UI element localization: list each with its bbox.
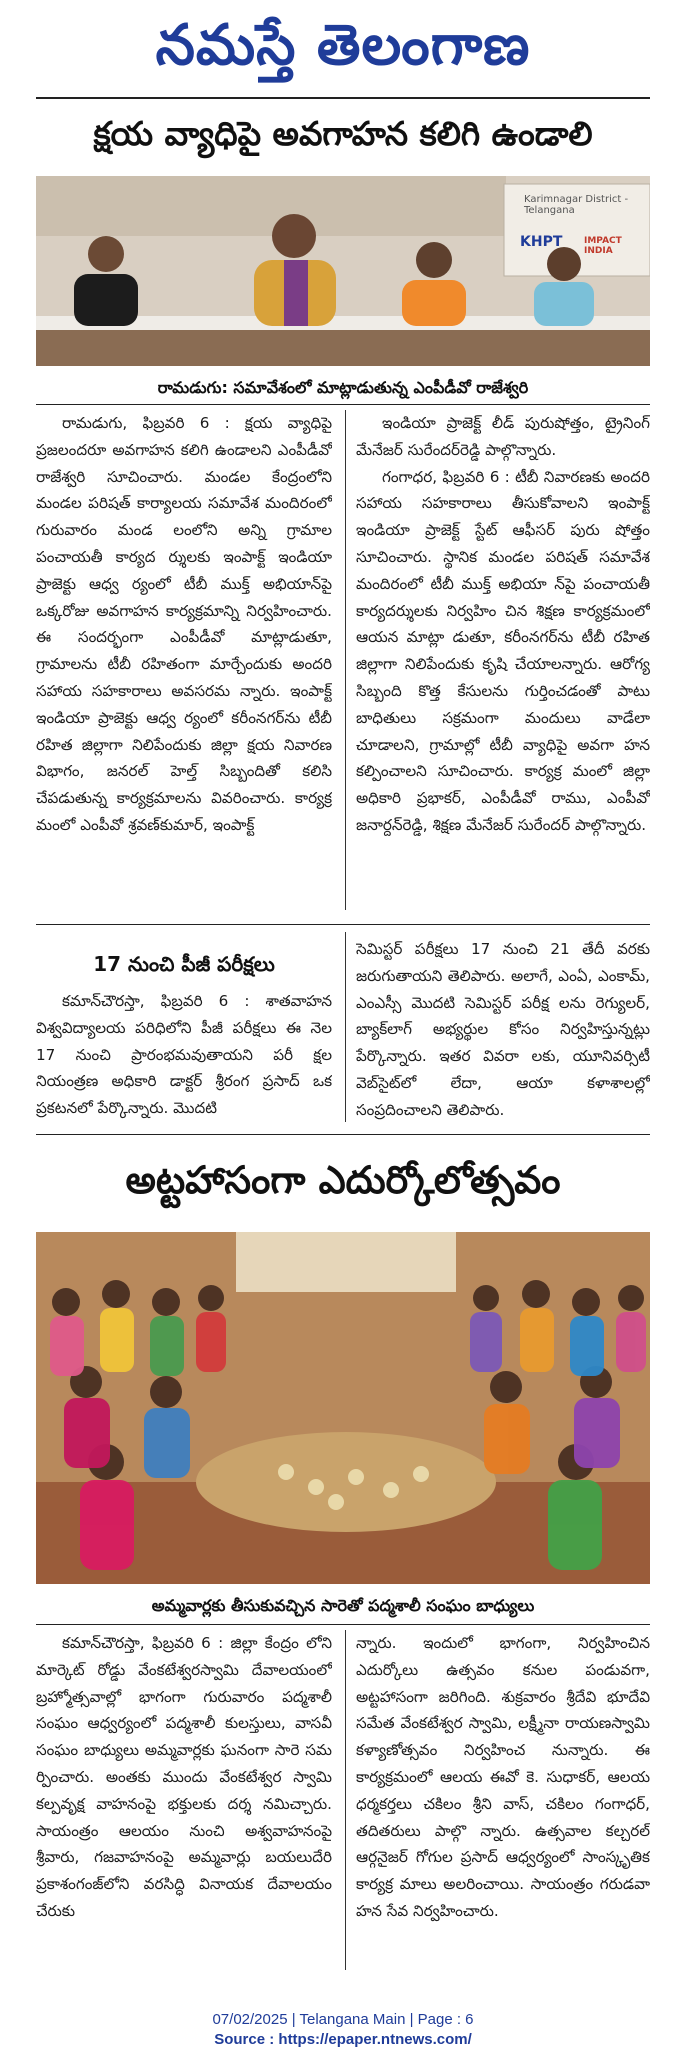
story1-right-paragraph-2: గంగాధర, ఫిబ్రవరి 6 : టీబీ నివారణకు అందరి సహాయ సహకారాలు తీసుకోవాలని ఇంపాక్ట్ ఇండియా ప్రాజెక్ట్ స్టేట్ ఆఫీసర్ పురు షోత్తం సూచించారు. స్థానిక మండల పరిషత్ సమావేశ మందిరంలో టీబీ ముక్త్ అభియా న్‌పై పంచాయతీ కార్యదర్శులకు నిర్వహిం చిన శిక్షణ కార్యక్రమంలో ఆయన మాట్లా డుతూ, కరీంనగర్‌ను టీబీ రహిత జిల్లాగా నిలిపేందుకు కృషి చేయాలన్నారు. ఆరోగ్య సిబ్బంది కొత్త కేసులను గుర్తించడంతో పాటు బాధితులు సక్రమంగా మందులు వాడేలా చూడాలని, గ్రామాల్లో టీబీ వ్యాధిపై అవగా హన కల్పించాలని సూచించారు. కార్యక్ర మంలో జిల్లా అధికారి ప్రభాకర్, ఎంపీడీవో రాము, ఎంపీవో జనార్దన్‌రెడ్డి, శిక్షణ మేనేజర్ సురేందర్ పాల్గొన్నారు. bbox=[356, 467, 650, 834]
story2-bottom-rule bbox=[36, 1134, 650, 1135]
story2-left-column bbox=[36, 988, 332, 1124]
masthead-rule bbox=[36, 97, 650, 99]
story3-caption: అమ్మవార్లకు తీసుకువచ్చిన సారెతో పద్మశాలీ సంఘం బాధ్యులు bbox=[151, 1596, 535, 1615]
story2-right-paragraph: సెమిస్టర్ పరీక్షలు 17 నుంచి 21 తేదీ వరకు జరుగుతాయని తెలిపారు. అలాగే, ఎంఏ, ఎంకామ్, ఎంఎస్సీ మొదటి సెమిస్టర్ పరీక్ష లను రెగ్యులర్, బ్యాక్‌లాగ్ అభ్యర్థుల కోసం నిర్వహిస్తున్నట్లు పేర్కొన్నారు. ఇతర వివరా లకు, యూనివర్సిటీ వెబ్‌సైట్‌లో లేదా, ఆయా కళాశాలల్లో సంప్రదించాలని తెలిపారు. bbox=[356, 940, 650, 1119]
masthead-logo: నమస్తే తెలంగాణ bbox=[155, 13, 531, 78]
story1-right-paragraph-1: ఇండియా ప్రాజెక్ట్ లీడ్ పురుషోత్తం, ట్రైనింగ్ మేనేజర్ సురేందర్‌రెడ్డి పాల్గొన్నారు. bbox=[356, 414, 650, 459]
story3-column-divider bbox=[345, 1630, 346, 1970]
footer-date-line: 07/02/2025 | Telangana Main | Page : 6 bbox=[212, 2011, 474, 2028]
story3-headline: అట్టహాసంగా ఎదుర్కోలోత్సవం bbox=[125, 1158, 561, 1202]
story1-caption: రామడుగు: సమావేశంలో మాట్లాడుతున్న ఎంపీడీవో రాజేశ్వరి bbox=[157, 378, 529, 397]
story1-headline: క్షయ వ్యాధిపై అవగాహన కలిగి ఉండాలి bbox=[93, 114, 593, 153]
story3-photo-illustration bbox=[36, 1232, 650, 1584]
masthead bbox=[0, 0, 686, 92]
story1-photo bbox=[36, 176, 650, 366]
khpt-logo: KHPT bbox=[520, 234, 563, 250]
story2-left-paragraph: కమాన్‌చౌరస్తా, ఫిబ్రవరి 6 : శాతవాహన విశ్వవిద్యాలయ పరిధిలోని పీజీ పరీక్షలు ఈ నెల 17 నుంచి ప్రారంభమవుతాయని పరీ క్షల నియంత్రణ అధికారి డాక్టర్ శ్రీరంగ ప్రసాద్ ఒక ప్రకటనలో పేర్కొన్నారు. మొదటి bbox=[36, 992, 332, 1118]
story3-left-paragraph: కమాన్‌చౌరస్తా, ఫిబ్రవరి 6 : జిల్లా కేంద్రం లోని మార్కెట్ రోడ్డు వేంకటేశ్వరస్వామి దేవాలయంలో బ్రహ్మోత్సవాల్లో భాగంగా గురువారం పద్మశాలీ సంఘం ఆధ్వర్యంలో పద్మశాలీ కులస్తులు, వాసవీ సంఘం బాధ్యులు అమ్మవార్లకు ఘనంగా సారె సమ ర్పించారు. అంతకు ముందు వేంకటేశ్వర స్వామి కల్పవృక్ష వాహనంపై భక్తులకు దర్శ నమిచ్చారు. సాయంత్రం ఆలయం నుంచి అశ్వవాహనంపై శ్రీవారు, గజవాహనంపై అమ్మవార్లు బయలుదేరి ప్రకాశంగంజ్‌లోని వరసిద్ధి వినాయక దేవాలయం చేరుకు bbox=[36, 1634, 332, 1920]
impact-india-logo: IMPACT INDIA bbox=[584, 236, 622, 256]
story3-caption-rule bbox=[36, 1624, 650, 1625]
story3-photo bbox=[36, 1232, 650, 1584]
footer-source-line: Source : https://epaper.ntnews.com/ bbox=[214, 2031, 472, 2048]
banner-text: Karimnagar District - Telangana bbox=[524, 194, 629, 216]
story1-bottom-rule bbox=[36, 924, 650, 925]
story2-right-column bbox=[356, 936, 650, 1122]
story1-left-column bbox=[36, 410, 332, 914]
story3-left-column bbox=[36, 1630, 332, 1976]
story2-column-divider bbox=[345, 932, 346, 1122]
footer bbox=[0, 2010, 686, 2050]
story3-right-column bbox=[356, 1630, 650, 1976]
story1-caption-rule bbox=[36, 404, 650, 405]
story1-left-paragraph: రామడుగు, ఫిబ్రవరి 6 : క్షయ వ్యాధిపై ప్రజలందరూ అవగాహన కలిగి ఉండాలని ఎంపీడీవో రాజేశ్వరి సూచించారు. మండల కేంద్రంలోని మండల పరిషత్ కార్యాలయ సమావేశ మందిరంలో గురువారం మండ లంలోని అన్ని గ్రామాల పంచాయతీ కార్యద ర్శులకు ఇంపాక్ట్ ఇండియా ప్రాజెక్టు ఆధ్వ ర్యంలో టీబీ ముక్త్ అభియాన్‌పై ఒక్కరోజు అవగాహన కార్యక్రమాన్ని నిర్వహించారు. ఈ సందర్భంగా ఎంపీడీవో మాట్లాడుతూ, గ్రామాలను టీబీ రహితంగా మార్చేందుకు అందరి సహాయ సహకారాలు అవసరమ న్నారు. ఇంపాక్ట్ ఇండియా ప్రాజెక్టు ఆధ్వ ర్యంలో కరీంనగర్‌ను టీబీ రహిత జిల్లాగా నిలిపేందుకు జిల్లా క్షయ నివారణ విభాగం, జనరల్ హెల్త్ సిబ్బందితో కలిసి చేపడుతున్న కార్యక్రమాలను వివరించారు. కార్యక్ర మంలో ఎంపీవో శ్రవణ్‌కుమార్, ఇంపాక్ట్ bbox=[36, 414, 332, 834]
story2-headline: 17 నుంచి పీజీ పరీక్షలు bbox=[93, 952, 275, 976]
story1-column-divider bbox=[345, 410, 346, 910]
story3-right-paragraph: న్నారు. ఇందులో భాగంగా, నిర్వహించిన ఎదుర్కోలు ఉత్సవం కనుల పండువగా, అట్టహాసంగా జరిగింది. శుక్రవారం శ్రీదేవి భూదేవి సమేత వేంకటేశ్వర స్వామి, లక్ష్మీనా రాయణస్వామి కళ్యాణోత్సవం నిర్వహించ నున్నారు. ఈ కార్యక్రమంలో ఆలయ ఈవో కె. సుధాకర్, ఆలయ ధర్మకర్తలు చకిలం శ్రీని వాస్, చకిలం గంగాధర్, తదితరులు పాల్గొ న్నారు. ఉత్సవాల కల్చరల్ ఆర్గనైజర్ గోగుల ప్రసాద్ ఆధ్వర్యంలో సాంస్కృతిక కార్యక్ర మాలు అలరించాయి. సాయంత్రం గరుడవా హన సేవ నిర్వహించారు. bbox=[356, 1634, 650, 1920]
story1-right-column bbox=[356, 410, 650, 914]
